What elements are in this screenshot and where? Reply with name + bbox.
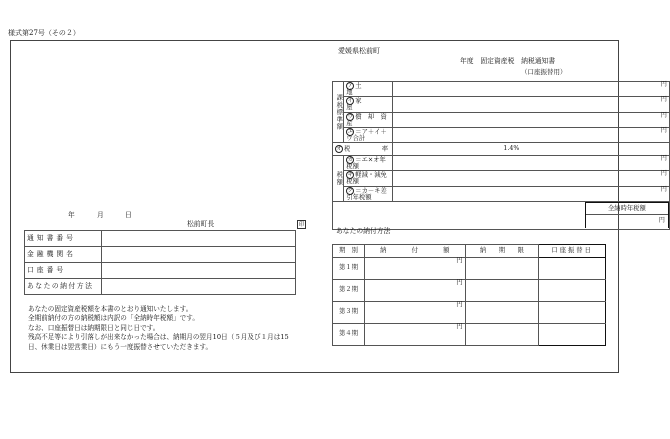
tax-rate-value: 1.4% (393, 143, 670, 156)
mark-ki-icon: キ (347, 172, 354, 179)
period-label: 第３期 (333, 302, 365, 324)
tax-base-group-label: 課税標準額 (333, 82, 344, 143)
transfer-date-cell (539, 302, 606, 324)
mark-u-icon: ウ (347, 113, 354, 120)
notice-line: 全期前納付の方の納税額は内訳の「全納時年税額」です。 (28, 314, 199, 323)
account-label: あなたの納付方法 (25, 279, 102, 295)
tax-base-label: イ 家 屋 (344, 97, 393, 112)
tax-amount-row (333, 156, 670, 171)
account-row (25, 279, 296, 295)
account-row (25, 231, 296, 247)
payment-schedule-table (332, 244, 606, 346)
doc-subtitle: （口座振替用） (521, 68, 567, 76)
mark-a-icon: ア (347, 83, 354, 89)
tax-rate-label: オ 税 率 (333, 143, 393, 156)
notice-text (28, 305, 289, 352)
payment-method-title: あなたの納付方法 (336, 227, 391, 235)
date-month: 月 (97, 211, 104, 219)
due-date-cell (465, 302, 539, 324)
header-amount: 納 付 額 (364, 245, 465, 258)
account-info-table (24, 230, 296, 295)
full-payment-row (333, 202, 670, 230)
due-date-cell (465, 258, 539, 280)
tax-amount-label: ク ＝カ－キ差引年税額 (344, 186, 393, 201)
header-due-date: 納 期 限 (465, 245, 539, 258)
notice-line: 残高不足等により引落しが出来なかった場合は、納期月の翌月10日（５月及び１月は15 (28, 333, 289, 342)
tax-amount-value: 円 (393, 171, 670, 186)
account-label: 通知書番号 (25, 231, 102, 247)
amount-cell: 円 (364, 302, 465, 324)
tax-base-label: エ ＝ア＋イ＋ウ合計 (344, 127, 393, 142)
notice-line: なお、口座振替日は納期限日と同じ日です。 (28, 323, 160, 332)
full-payment-label: 全納時年税額 (586, 203, 668, 215)
tax-base-value: 円 (393, 127, 670, 142)
header-period: 期 別 (333, 245, 365, 258)
date-day: 日 (125, 211, 132, 219)
tax-amount-group-label: 税額 (333, 156, 344, 202)
tax-base-label: ウ 償 却 資 産 (344, 112, 393, 127)
tax-base-row (333, 127, 670, 142)
issuer-seal (297, 220, 306, 229)
transfer-date-cell (539, 324, 606, 346)
header-transfer-date: 口座振替日 (539, 245, 606, 258)
payment-row (333, 258, 606, 280)
tax-amount-row (333, 171, 670, 186)
mark-e-icon: エ (347, 128, 354, 135)
account-label: 口座番号 (25, 263, 102, 279)
issuer-name: 松前町長 (187, 220, 215, 228)
transfer-date-cell (539, 258, 606, 280)
account-label: 金融機関名 (25, 247, 102, 263)
notice-line: 日、休業日は翌営業日）にもう一度振替させていただきます。 (28, 342, 213, 351)
account-row (25, 263, 296, 279)
seal-icon: 印 (298, 222, 305, 228)
tax-base-value: 円 (393, 112, 670, 127)
tax-amount-row (333, 186, 670, 201)
account-value (101, 231, 295, 247)
municipality-name: 愛媛県松前町 (338, 47, 380, 55)
transfer-date-cell (539, 280, 606, 302)
due-date-cell (465, 280, 539, 302)
account-value (101, 263, 295, 279)
tax-base-row (333, 82, 670, 97)
tax-calculation-table (332, 81, 670, 230)
mark-ka-icon: カ (347, 157, 354, 164)
account-value (101, 247, 295, 263)
mark-i-icon: イ (347, 98, 354, 105)
tax-base-value: 円 (393, 97, 670, 112)
tax-base-label: ア 土 地 (344, 82, 393, 97)
tax-amount-label: カ ＝エ×オ年税額 (344, 156, 393, 171)
payment-row (333, 280, 606, 302)
tax-amount-value: 円 (393, 186, 670, 201)
amount-cell: 円 (364, 280, 465, 302)
tax-amount-value: 円 (393, 156, 670, 171)
mark-ku-icon: ク (347, 187, 354, 194)
payment-row (333, 302, 606, 324)
notice-line: あなたの固定資産税額を本書のとおり通知いたします。 (28, 305, 193, 313)
doc-title: 年度 固定資産税 納税通知書 (460, 57, 556, 65)
amount-cell: 円 (364, 258, 465, 280)
tax-rate-row (333, 143, 670, 156)
account-value (101, 279, 295, 295)
period-label: 第１期 (333, 258, 365, 280)
account-row (25, 247, 296, 263)
tax-amount-label: キ 軽減・減免税額 (344, 171, 393, 186)
payment-row (333, 324, 606, 346)
date-year: 年 (68, 211, 75, 219)
tax-base-row (333, 112, 670, 127)
amount-cell: 円 (364, 324, 465, 346)
full-payment-value: 円 (658, 217, 665, 225)
mark-o-icon: オ (336, 146, 342, 153)
period-label: 第４期 (333, 324, 365, 346)
due-date-cell (465, 324, 539, 346)
tax-base-value: 円 (393, 82, 670, 97)
full-payment-box (585, 202, 669, 228)
form-id: 様式第27号（その２） (8, 29, 80, 37)
payment-header-row (333, 245, 606, 258)
tax-base-row (333, 97, 670, 112)
period-label: 第２期 (333, 280, 365, 302)
